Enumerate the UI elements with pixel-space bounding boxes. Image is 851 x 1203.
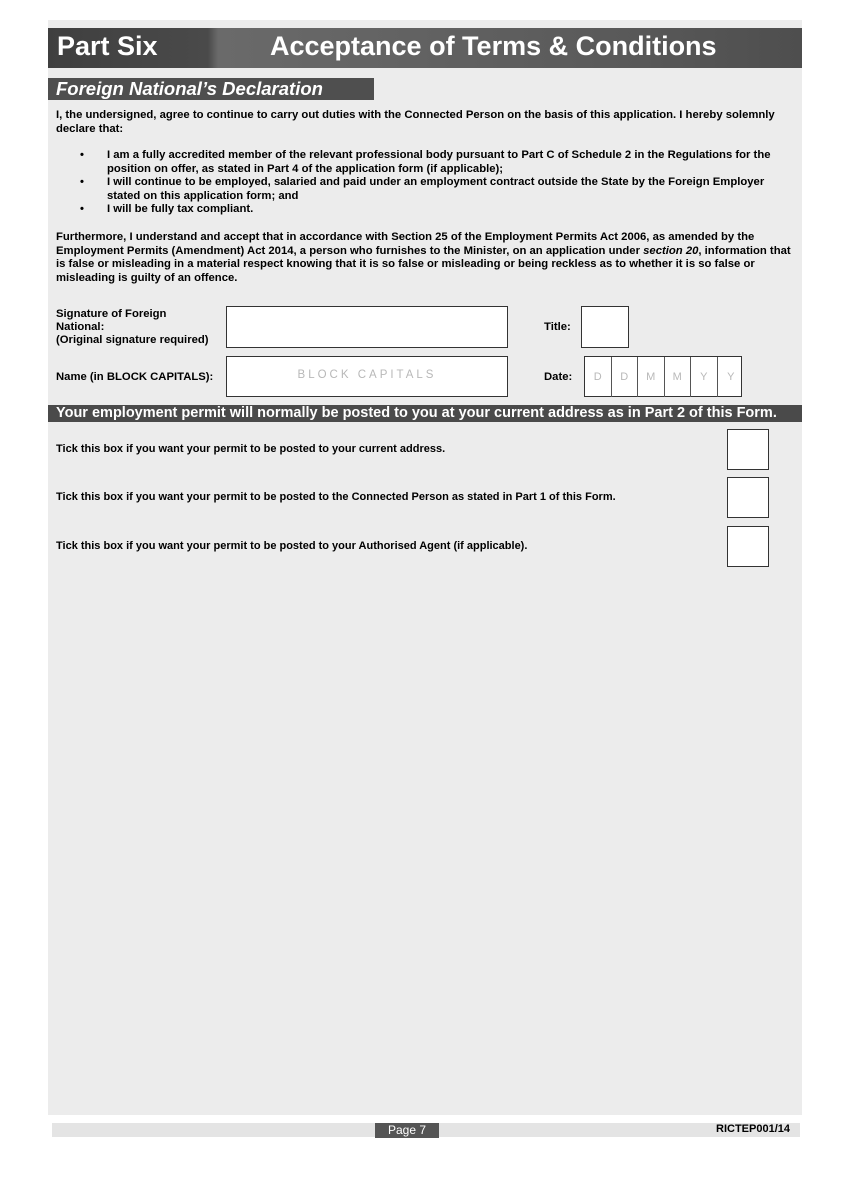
page-number: Page 7 xyxy=(375,1123,439,1138)
posting-option-authorised-agent-checkbox[interactable] xyxy=(727,526,769,567)
date-cell-month[interactable]: M xyxy=(665,357,692,397)
date-cell-day[interactable]: D xyxy=(612,357,639,397)
name-placeholder: BLOCK CAPITALS xyxy=(297,369,437,381)
posting-banner xyxy=(48,405,802,422)
offence-statement xyxy=(56,231,796,285)
section-title: Foreign National’s Declaration xyxy=(56,78,323,99)
bullet-text: I will continue to be employed, salaried and paid under an employment contract outside the State by the Foreign Employer stated on this application form; and xyxy=(107,176,765,202)
date-cell-day[interactable]: D xyxy=(585,357,612,397)
posting-option-authorised-agent-label: Tick this box if you want your permit to be posted to your Authorised Agent (if applicable). xyxy=(56,540,528,552)
signature-label-line-3: (Original signature required) xyxy=(56,334,209,346)
part-header xyxy=(48,28,802,68)
date-cell-year[interactable]: Y xyxy=(691,357,718,397)
declaration-bullet: • I am a fully accredited member of the relevant professional body pursuant to Part C of Schedule 2 in the Regulations for the position on offer, as stated in Part 4 of the application form (if applicable); xyxy=(80,149,771,175)
declaration-bullet: • I will continue to be employed, salaried and paid under an employment contract outside the State by the Foreign Employer stated on this application form; and xyxy=(80,176,765,202)
name-field[interactable] xyxy=(226,356,508,397)
posting-option-connected-person-checkbox[interactable] xyxy=(727,477,769,518)
date-label: Date: xyxy=(544,371,573,383)
date-field[interactable] xyxy=(584,356,742,397)
part-title: Acceptance of Terms & Conditions xyxy=(270,31,717,61)
name-label: Name (in BLOCK CAPITALS): xyxy=(56,371,214,383)
signature-label-line-1: Signature of Foreign xyxy=(56,308,167,320)
section-heading xyxy=(48,78,374,100)
signature-label xyxy=(56,308,209,347)
bullet-text: I will be fully tax compliant. xyxy=(107,203,254,215)
declaration-intro: I, the undersigned, agree to continue to carry out duties with the Connected Person on the basis of this application. I hereby solemnly declare that: xyxy=(56,109,775,135)
form-code: RICTEP001/14 xyxy=(716,1123,790,1135)
declaration-bullet-list xyxy=(56,149,796,217)
offence-text-b: , information that is false or misleading in a material respect knowing that it is so false or misleading or being reckless as to whether it is so false or misleading is guilty of an offence. xyxy=(56,244,791,284)
part-number: Part Six xyxy=(57,31,158,61)
signature-field[interactable] xyxy=(226,306,508,348)
offence-text-italic: section 20 xyxy=(643,244,699,257)
offence-text-a: Furthermore, I understand and accept that in accordance with Section 25 of the Employment Permits Act 2006, as amended by the Employment Permits (Amendment) Act 2014, a person who furnishes to the Minister, on an application under xyxy=(56,231,755,257)
posting-banner-text: Your employment permit will normally be posted to you at your current address as in Part 2 of this Form. xyxy=(56,405,777,421)
posting-option-connected-person-label: Tick this box if you want your permit to be posted to the Connected Person as stated in Part 1 of this Form. xyxy=(56,491,616,503)
title-label: Title: xyxy=(544,321,571,333)
posting-option-current-address-label: Tick this box if you want your permit to be posted to your current address. xyxy=(56,443,446,455)
date-cell-month[interactable]: M xyxy=(638,357,665,397)
bullet-text: I am a fully accredited member of the relevant professional body pursuant to Part C of Schedule 2 in the Regulations for the position on offer, as stated in Part 4 of the application form (if applicable); xyxy=(107,149,771,175)
date-cell-year[interactable]: Y xyxy=(727,371,735,383)
signature-label-line-2: National: xyxy=(56,321,105,333)
title-field[interactable] xyxy=(581,306,629,348)
posting-option-current-address-checkbox[interactable] xyxy=(727,429,769,470)
declaration-bullet: • I will be fully tax compliant. xyxy=(80,203,254,215)
